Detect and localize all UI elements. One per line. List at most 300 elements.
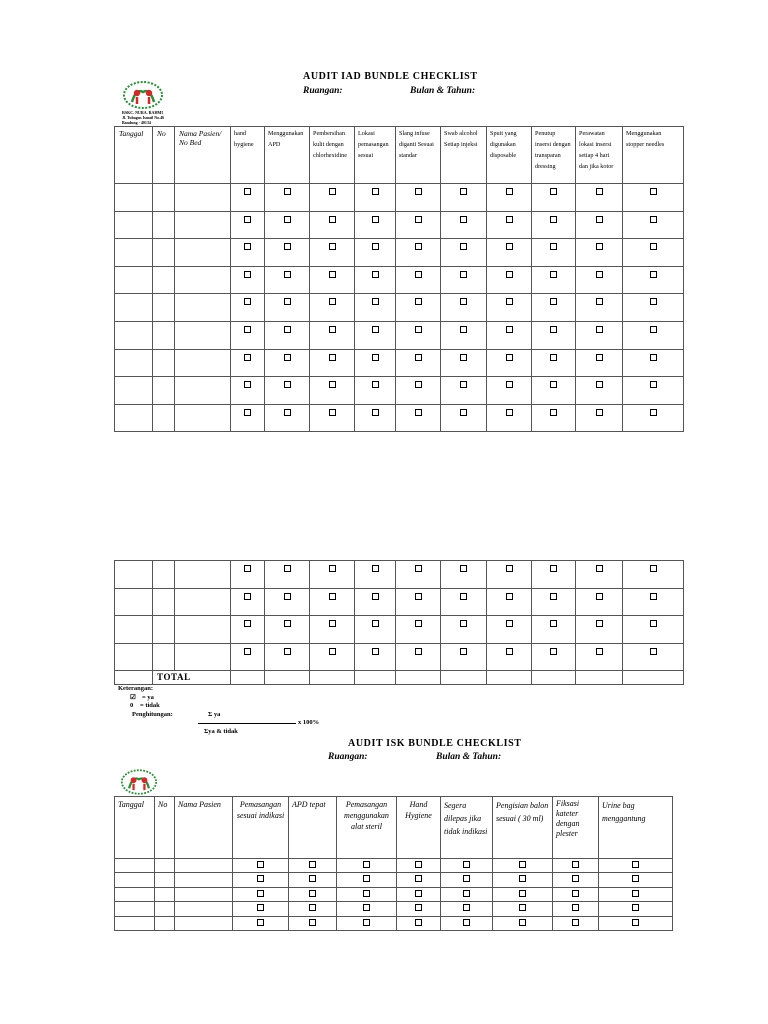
checkbox[interactable] xyxy=(244,271,251,278)
checkbox[interactable] xyxy=(372,271,379,278)
checkbox[interactable] xyxy=(596,565,603,572)
iad-col-apd: Menggunakan APD xyxy=(265,127,310,184)
iad-entry-cell[interactable] xyxy=(115,211,153,239)
checkbox[interactable] xyxy=(650,243,657,250)
isk-entry-cell[interactable] xyxy=(115,916,155,930)
iad-row xyxy=(115,616,684,644)
checkbox[interactable] xyxy=(415,919,422,926)
checkbox[interactable] xyxy=(329,216,336,223)
iad-check-cell xyxy=(487,643,532,671)
checkbox[interactable] xyxy=(329,648,336,655)
checkbox[interactable] xyxy=(596,409,603,416)
checkbox[interactable] xyxy=(309,904,316,911)
checkbox[interactable] xyxy=(650,593,657,600)
checkbox[interactable] xyxy=(329,326,336,333)
checkbox[interactable] xyxy=(460,620,467,627)
iad-entry-cell[interactable] xyxy=(175,588,231,616)
checkbox[interactable] xyxy=(363,904,370,911)
checkbox[interactable] xyxy=(596,593,603,600)
checkbox[interactable] xyxy=(506,565,513,572)
checkbox[interactable] xyxy=(506,381,513,388)
iad-entry-cell[interactable] xyxy=(153,239,175,267)
checkbox[interactable] xyxy=(329,565,336,572)
isk-entry-cell[interactable] xyxy=(175,873,233,887)
checkbox[interactable] xyxy=(519,875,526,882)
checkbox[interactable] xyxy=(329,298,336,305)
iad-check-cell xyxy=(623,321,684,349)
checkbox[interactable] xyxy=(415,354,422,361)
checkbox[interactable] xyxy=(244,565,251,572)
checkbox[interactable] xyxy=(329,620,336,627)
isk-entry-cell[interactable] xyxy=(115,902,155,916)
isk-entry-cell[interactable] xyxy=(175,887,233,901)
checkbox[interactable] xyxy=(257,861,264,868)
iad-entry-cell[interactable] xyxy=(175,561,231,589)
checkbox[interactable] xyxy=(257,904,264,911)
checkbox[interactable] xyxy=(632,904,639,911)
checkbox[interactable] xyxy=(550,326,557,333)
iad-check-cell xyxy=(441,184,487,212)
checkbox[interactable] xyxy=(284,188,291,195)
iad-check-cell xyxy=(265,588,310,616)
iad-check-cell xyxy=(576,588,623,616)
checkbox[interactable] xyxy=(550,243,557,250)
checkbox[interactable] xyxy=(244,298,251,305)
isk-check-cell xyxy=(233,916,289,930)
checkbox[interactable] xyxy=(284,216,291,223)
iad-entry-cell[interactable] xyxy=(153,561,175,589)
iad-bulan-label: Bulan & Tahun: xyxy=(410,86,476,96)
checkbox[interactable] xyxy=(284,298,291,305)
iad-row xyxy=(115,321,684,349)
checkbox[interactable] xyxy=(506,593,513,600)
iad-entry-cell[interactable] xyxy=(115,349,153,377)
iad-entry-cell[interactable] xyxy=(115,377,153,405)
checkbox[interactable] xyxy=(363,861,370,868)
checkbox[interactable] xyxy=(372,381,379,388)
iad-col-lokasi: Lokasi pemasangan sesuai xyxy=(355,127,396,184)
iad-entry-cell[interactable] xyxy=(115,404,153,432)
checkbox[interactable] xyxy=(596,648,603,655)
iad-check-cell xyxy=(355,294,396,322)
isk-entry-cell[interactable] xyxy=(175,916,233,930)
checkbox[interactable] xyxy=(506,271,513,278)
iad-entry-cell[interactable] xyxy=(153,266,175,294)
legend-tidak-text: = tidak xyxy=(140,702,160,709)
iad-check-cell xyxy=(355,349,396,377)
checkbox[interactable] xyxy=(372,326,379,333)
checkbox[interactable] xyxy=(650,648,657,655)
checkbox[interactable] xyxy=(460,593,467,600)
isk-check-cell xyxy=(289,916,337,930)
iad-col-chlorhexidine: Pembersihan kulit dengan chlorhexidine xyxy=(310,127,355,184)
hospital-logo-isk-icon xyxy=(120,768,158,796)
isk-row xyxy=(115,873,673,887)
iad-total-row xyxy=(115,671,684,685)
isk-col-fiksasi-kateter: Fiksasi kateter dengan plester xyxy=(553,797,599,859)
checkbox[interactable] xyxy=(506,354,513,361)
checkbox[interactable] xyxy=(506,409,513,416)
legend-multiplier: x 100% xyxy=(298,719,320,726)
isk-check-cell xyxy=(599,859,673,873)
checkbox[interactable] xyxy=(309,875,316,882)
iad-entry-cell[interactable] xyxy=(153,321,175,349)
legend-ya-symbol: ☑ xyxy=(130,693,136,701)
iad-col-perawatan-lokasi: Perawatan lokasi insersi setiap 4 hari dan jika kotor xyxy=(576,127,623,184)
isk-row xyxy=(115,916,673,930)
checkbox[interactable] xyxy=(415,409,422,416)
checkbox[interactable] xyxy=(415,648,422,655)
checkbox[interactable] xyxy=(284,409,291,416)
checkbox[interactable] xyxy=(372,648,379,655)
checkbox[interactable] xyxy=(506,620,513,627)
isk-check-cell xyxy=(599,902,673,916)
checkbox[interactable] xyxy=(415,381,422,388)
checkbox[interactable] xyxy=(463,875,470,882)
iad-entry-cell[interactable] xyxy=(153,211,175,239)
isk-entry-cell[interactable] xyxy=(155,873,175,887)
checkbox[interactable] xyxy=(596,381,603,388)
checkbox[interactable] xyxy=(460,648,467,655)
iad-check-cell xyxy=(265,349,310,377)
checkbox[interactable] xyxy=(572,919,579,926)
checkbox[interactable] xyxy=(415,875,422,882)
checkbox[interactable] xyxy=(372,354,379,361)
iad-entry-cell[interactable] xyxy=(153,588,175,616)
iad-check-cell xyxy=(355,377,396,405)
checkbox[interactable] xyxy=(284,243,291,250)
iad-entry-cell[interactable] xyxy=(153,616,175,644)
iad-check-cell xyxy=(231,404,265,432)
isk-entry-cell[interactable] xyxy=(175,859,233,873)
iad-check-cell xyxy=(441,588,487,616)
iad-row xyxy=(115,349,684,377)
iad-entry-cell[interactable] xyxy=(115,616,153,644)
checkbox[interactable] xyxy=(650,188,657,195)
checkbox[interactable] xyxy=(244,188,251,195)
iad-entry-cell[interactable] xyxy=(153,349,175,377)
isk-entry-cell[interactable] xyxy=(115,859,155,873)
iad-check-cell xyxy=(576,616,623,644)
isk-rows xyxy=(115,859,673,931)
checkbox[interactable] xyxy=(572,875,579,882)
iad-entry-cell[interactable] xyxy=(175,266,231,294)
iad-entry-cell[interactable] xyxy=(153,404,175,432)
iad-check-cell xyxy=(396,321,441,349)
iad-entry-cell[interactable] xyxy=(175,294,231,322)
isk-check-cell xyxy=(599,887,673,901)
iad-entry-cell[interactable] xyxy=(153,377,175,405)
checkbox[interactable] xyxy=(650,271,657,278)
checkbox[interactable] xyxy=(550,354,557,361)
checkbox[interactable] xyxy=(284,271,291,278)
iad-entry-cell[interactable] xyxy=(175,349,231,377)
checkbox[interactable] xyxy=(572,904,579,911)
checkbox[interactable] xyxy=(329,243,336,250)
checkbox[interactable] xyxy=(329,409,336,416)
checkbox[interactable] xyxy=(519,861,526,868)
checkbox[interactable] xyxy=(244,354,251,361)
isk-entry-cell[interactable] xyxy=(155,916,175,930)
checkbox[interactable] xyxy=(550,648,557,655)
checkbox[interactable] xyxy=(284,593,291,600)
checkbox[interactable] xyxy=(650,216,657,223)
checkbox[interactable] xyxy=(244,409,251,416)
iad-check-cell xyxy=(396,266,441,294)
checkbox[interactable] xyxy=(244,381,251,388)
iad-check-cell xyxy=(355,211,396,239)
checkbox[interactable] xyxy=(632,875,639,882)
checkbox[interactable] xyxy=(506,216,513,223)
iad-entry-cell[interactable] xyxy=(175,239,231,267)
iad-row xyxy=(115,239,684,267)
checkbox[interactable] xyxy=(506,298,513,305)
checkbox[interactable] xyxy=(309,890,316,897)
iad-entry-cell[interactable] xyxy=(115,294,153,322)
checkbox[interactable] xyxy=(372,593,379,600)
iad-check-cell xyxy=(310,184,355,212)
checkbox[interactable] xyxy=(460,409,467,416)
checkbox[interactable] xyxy=(550,298,557,305)
checkbox[interactable] xyxy=(596,354,603,361)
checkbox[interactable] xyxy=(650,298,657,305)
checkbox[interactable] xyxy=(372,620,379,627)
checkbox[interactable] xyxy=(572,861,579,868)
iad-check-cell xyxy=(355,266,396,294)
checkbox[interactable] xyxy=(415,188,422,195)
isk-entry-cell[interactable] xyxy=(155,859,175,873)
iad-entry-cell[interactable] xyxy=(115,588,153,616)
checkbox[interactable] xyxy=(650,381,657,388)
checkbox[interactable] xyxy=(519,919,526,926)
checkbox[interactable] xyxy=(284,565,291,572)
checkbox[interactable] xyxy=(372,188,379,195)
iad-row xyxy=(115,643,684,671)
checkbox[interactable] xyxy=(284,648,291,655)
checkbox[interactable] xyxy=(372,243,379,250)
checkbox[interactable] xyxy=(460,298,467,305)
checkbox[interactable] xyxy=(463,890,470,897)
checkbox[interactable] xyxy=(632,861,639,868)
legend-numerator: Σ ya xyxy=(208,710,221,718)
checkbox[interactable] xyxy=(632,890,639,897)
checkbox[interactable] xyxy=(550,216,557,223)
checkbox[interactable] xyxy=(596,620,603,627)
iad-entry-cell[interactable] xyxy=(153,294,175,322)
iad-entry-cell[interactable] xyxy=(115,239,153,267)
checkbox[interactable] xyxy=(244,593,251,600)
iad-check-cell xyxy=(265,239,310,267)
isk-entry-cell[interactable] xyxy=(155,902,175,916)
checkbox[interactable] xyxy=(460,381,467,388)
iad-entry-cell[interactable] xyxy=(153,643,175,671)
total-cell-blank xyxy=(115,671,153,685)
iad-entry-cell[interactable] xyxy=(175,211,231,239)
checkbox[interactable] xyxy=(415,890,422,897)
isk-check-cell xyxy=(553,873,599,887)
iad-check-cell xyxy=(265,616,310,644)
checkbox[interactable] xyxy=(415,243,422,250)
checkbox[interactable] xyxy=(572,890,579,897)
checkbox[interactable] xyxy=(550,565,557,572)
checkbox[interactable] xyxy=(415,271,422,278)
iad-check-cell xyxy=(623,239,684,267)
checkbox[interactable] xyxy=(372,565,379,572)
iad-check-cell xyxy=(441,404,487,432)
checkbox[interactable] xyxy=(309,861,316,868)
iad-entry-cell[interactable] xyxy=(115,321,153,349)
checkbox[interactable] xyxy=(650,620,657,627)
checkbox[interactable] xyxy=(460,326,467,333)
checkbox[interactable] xyxy=(550,593,557,600)
checkbox[interactable] xyxy=(415,298,422,305)
iad-entry-cell[interactable] xyxy=(175,616,231,644)
checkbox[interactable] xyxy=(372,298,379,305)
checkbox[interactable] xyxy=(550,381,557,388)
iad-check-cell xyxy=(487,404,532,432)
iad-entry-cell[interactable] xyxy=(175,321,231,349)
iad-check-cell xyxy=(265,294,310,322)
checkbox[interactable] xyxy=(650,409,657,416)
checkbox[interactable] xyxy=(463,919,470,926)
checkbox[interactable] xyxy=(596,298,603,305)
checkbox[interactable] xyxy=(650,565,657,572)
iad-entry-cell[interactable] xyxy=(115,561,153,589)
isk-entry-cell[interactable] xyxy=(115,873,155,887)
checkbox[interactable] xyxy=(329,188,336,195)
iad-check-cell xyxy=(532,321,576,349)
iad-check-cell xyxy=(576,349,623,377)
checkbox[interactable] xyxy=(244,326,251,333)
checkbox[interactable] xyxy=(463,861,470,868)
checkbox[interactable] xyxy=(596,216,603,223)
checkbox[interactable] xyxy=(519,890,526,897)
checkbox[interactable] xyxy=(309,919,316,926)
checkbox[interactable] xyxy=(244,648,251,655)
hospital-street: Jl. Tubagus Ismail No.46 xyxy=(122,115,165,120)
iad-row xyxy=(115,266,684,294)
legend-ya-text: = ya xyxy=(142,693,154,701)
checkbox[interactable] xyxy=(329,354,336,361)
checkbox[interactable] xyxy=(284,354,291,361)
checkbox[interactable] xyxy=(460,271,467,278)
checkbox[interactable] xyxy=(244,620,251,627)
legend-fraction-row xyxy=(118,719,358,728)
checkbox[interactable] xyxy=(329,381,336,388)
iad-check-cell xyxy=(441,294,487,322)
iad-entry-cell[interactable] xyxy=(175,404,231,432)
checkbox[interactable] xyxy=(284,620,291,627)
iad-entry-cell[interactable] xyxy=(175,643,231,671)
checkbox[interactable] xyxy=(550,409,557,416)
iad-check-cell xyxy=(231,588,265,616)
checkbox[interactable] xyxy=(596,188,603,195)
checkbox[interactable] xyxy=(460,216,467,223)
checkbox[interactable] xyxy=(506,326,513,333)
checkbox[interactable] xyxy=(632,919,639,926)
checkbox[interactable] xyxy=(550,188,557,195)
checkbox[interactable] xyxy=(596,243,603,250)
hospital-logo xyxy=(122,80,164,110)
checkbox[interactable] xyxy=(519,904,526,911)
checkbox[interactable] xyxy=(415,593,422,600)
checkbox[interactable] xyxy=(506,648,513,655)
checkbox[interactable] xyxy=(372,409,379,416)
iad-check-cell xyxy=(623,588,684,616)
checkbox[interactable] xyxy=(460,354,467,361)
checkbox[interactable] xyxy=(415,565,422,572)
checkbox[interactable] xyxy=(415,620,422,627)
iad-check-cell xyxy=(576,321,623,349)
checkbox[interactable] xyxy=(506,243,513,250)
checkbox[interactable] xyxy=(460,243,467,250)
isk-col-alat-steril: Pemasangan menggunakan alat steril xyxy=(337,797,397,859)
iad-entry-cell[interactable] xyxy=(115,643,153,671)
checkbox[interactable] xyxy=(550,620,557,627)
iad-check-cell xyxy=(441,211,487,239)
checkbox[interactable] xyxy=(415,326,422,333)
iad-entry-cell[interactable] xyxy=(175,377,231,405)
iad-entry-cell[interactable] xyxy=(175,184,231,212)
checkbox[interactable] xyxy=(244,216,251,223)
isk-check-cell xyxy=(289,887,337,901)
iad-col-swab-alcohol: Swab alcohol Setiap injeksi xyxy=(441,127,487,184)
isk-entry-cell[interactable] xyxy=(175,902,233,916)
checkbox[interactable] xyxy=(363,890,370,897)
checkbox[interactable] xyxy=(329,271,336,278)
iad-check-cell xyxy=(355,561,396,589)
checkbox[interactable] xyxy=(415,216,422,223)
checkbox[interactable] xyxy=(460,188,467,195)
checkbox[interactable] xyxy=(363,875,370,882)
iad-check-cell xyxy=(396,239,441,267)
checkbox[interactable] xyxy=(284,326,291,333)
isk-check-cell xyxy=(441,916,493,930)
iad-check-cell xyxy=(355,643,396,671)
checkbox[interactable] xyxy=(463,904,470,911)
checkbox[interactable] xyxy=(415,861,422,868)
checkbox[interactable] xyxy=(257,890,264,897)
iad-entry-cell[interactable] xyxy=(153,184,175,212)
isk-entry-cell[interactable] xyxy=(115,887,155,901)
checkbox[interactable] xyxy=(460,565,467,572)
checkbox[interactable] xyxy=(550,271,557,278)
checkbox[interactable] xyxy=(415,904,422,911)
iad-check-cell xyxy=(623,377,684,405)
iad-check-cell xyxy=(487,561,532,589)
iad-check-cell xyxy=(396,349,441,377)
checkbox[interactable] xyxy=(284,381,291,388)
iad-check-cell xyxy=(396,377,441,405)
checkbox[interactable] xyxy=(596,326,603,333)
iad-check-cell xyxy=(441,561,487,589)
checkbox[interactable] xyxy=(257,875,264,882)
checkbox[interactable] xyxy=(329,593,336,600)
isk-entry-cell[interactable] xyxy=(155,887,175,901)
checkbox[interactable] xyxy=(650,354,657,361)
isk-check-cell xyxy=(553,887,599,901)
checkbox[interactable] xyxy=(372,216,379,223)
iad-entry-cell[interactable] xyxy=(115,266,153,294)
checkbox[interactable] xyxy=(244,243,251,250)
iad-row xyxy=(115,404,684,432)
checkbox[interactable] xyxy=(596,271,603,278)
checkbox[interactable] xyxy=(363,919,370,926)
checkbox[interactable] xyxy=(650,326,657,333)
iad-entry-cell[interactable] xyxy=(115,184,153,212)
checkbox[interactable] xyxy=(257,919,264,926)
checkbox[interactable] xyxy=(506,188,513,195)
